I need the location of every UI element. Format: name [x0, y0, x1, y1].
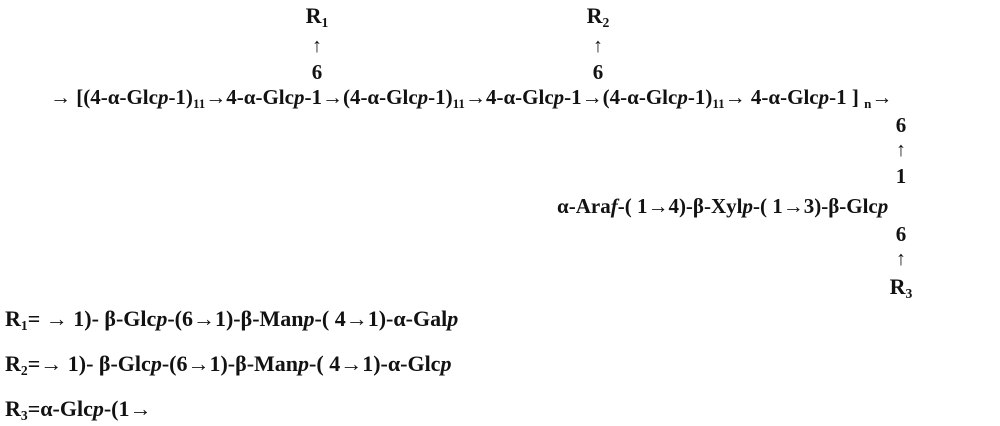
side-chain-formula: α-Araf-( 1→4)-β-Xylp-( 1→3)-β-Glcp	[557, 194, 889, 218]
main-chain-formula: → [(4-α-Glcp-1)11→4-α-Glcp-1→(4-α-Glcp-1)11→4-α-Glcp-1→(4-α-Glcp-1)11→ 4-α-Glcp-1 ] n→	[50, 85, 893, 111]
definition-r2: R2=→ 1)- β-Glcp-(6→1)-β-Manp-( 4→1)-α-Glcp	[5, 351, 452, 378]
branch-r2-label: R2	[586, 3, 610, 30]
up-arrow-icon: ↑	[311, 35, 322, 57]
definition-r1: R1= → 1)- β-Glcp-(6→1)-β-Manp-( 4→1)-α-Galp	[5, 306, 459, 333]
up-arrow-icon: ↑	[896, 139, 906, 161]
up-arrow-icon: ↑	[895, 248, 906, 270]
branch-r2	[587, 2, 610, 84]
branch-r1-label: R1	[305, 3, 329, 30]
linkage-position-6: 6	[895, 113, 907, 137]
branch-r2-position: 6	[592, 60, 604, 84]
branch-r1-position: 6	[311, 60, 323, 84]
linkage-6-r3	[890, 222, 913, 304]
branch-r1	[306, 2, 329, 84]
linkage-6-1	[896, 113, 907, 188]
definition-r3: R3=α-Glcp-(1→	[5, 396, 152, 423]
linkage-position-6: 6	[895, 222, 907, 246]
up-arrow-icon: ↑	[592, 35, 603, 57]
branch-r3-label: R3	[889, 274, 913, 301]
r-group-definitions	[5, 304, 458, 426]
linkage-position-1: 1	[895, 164, 907, 188]
